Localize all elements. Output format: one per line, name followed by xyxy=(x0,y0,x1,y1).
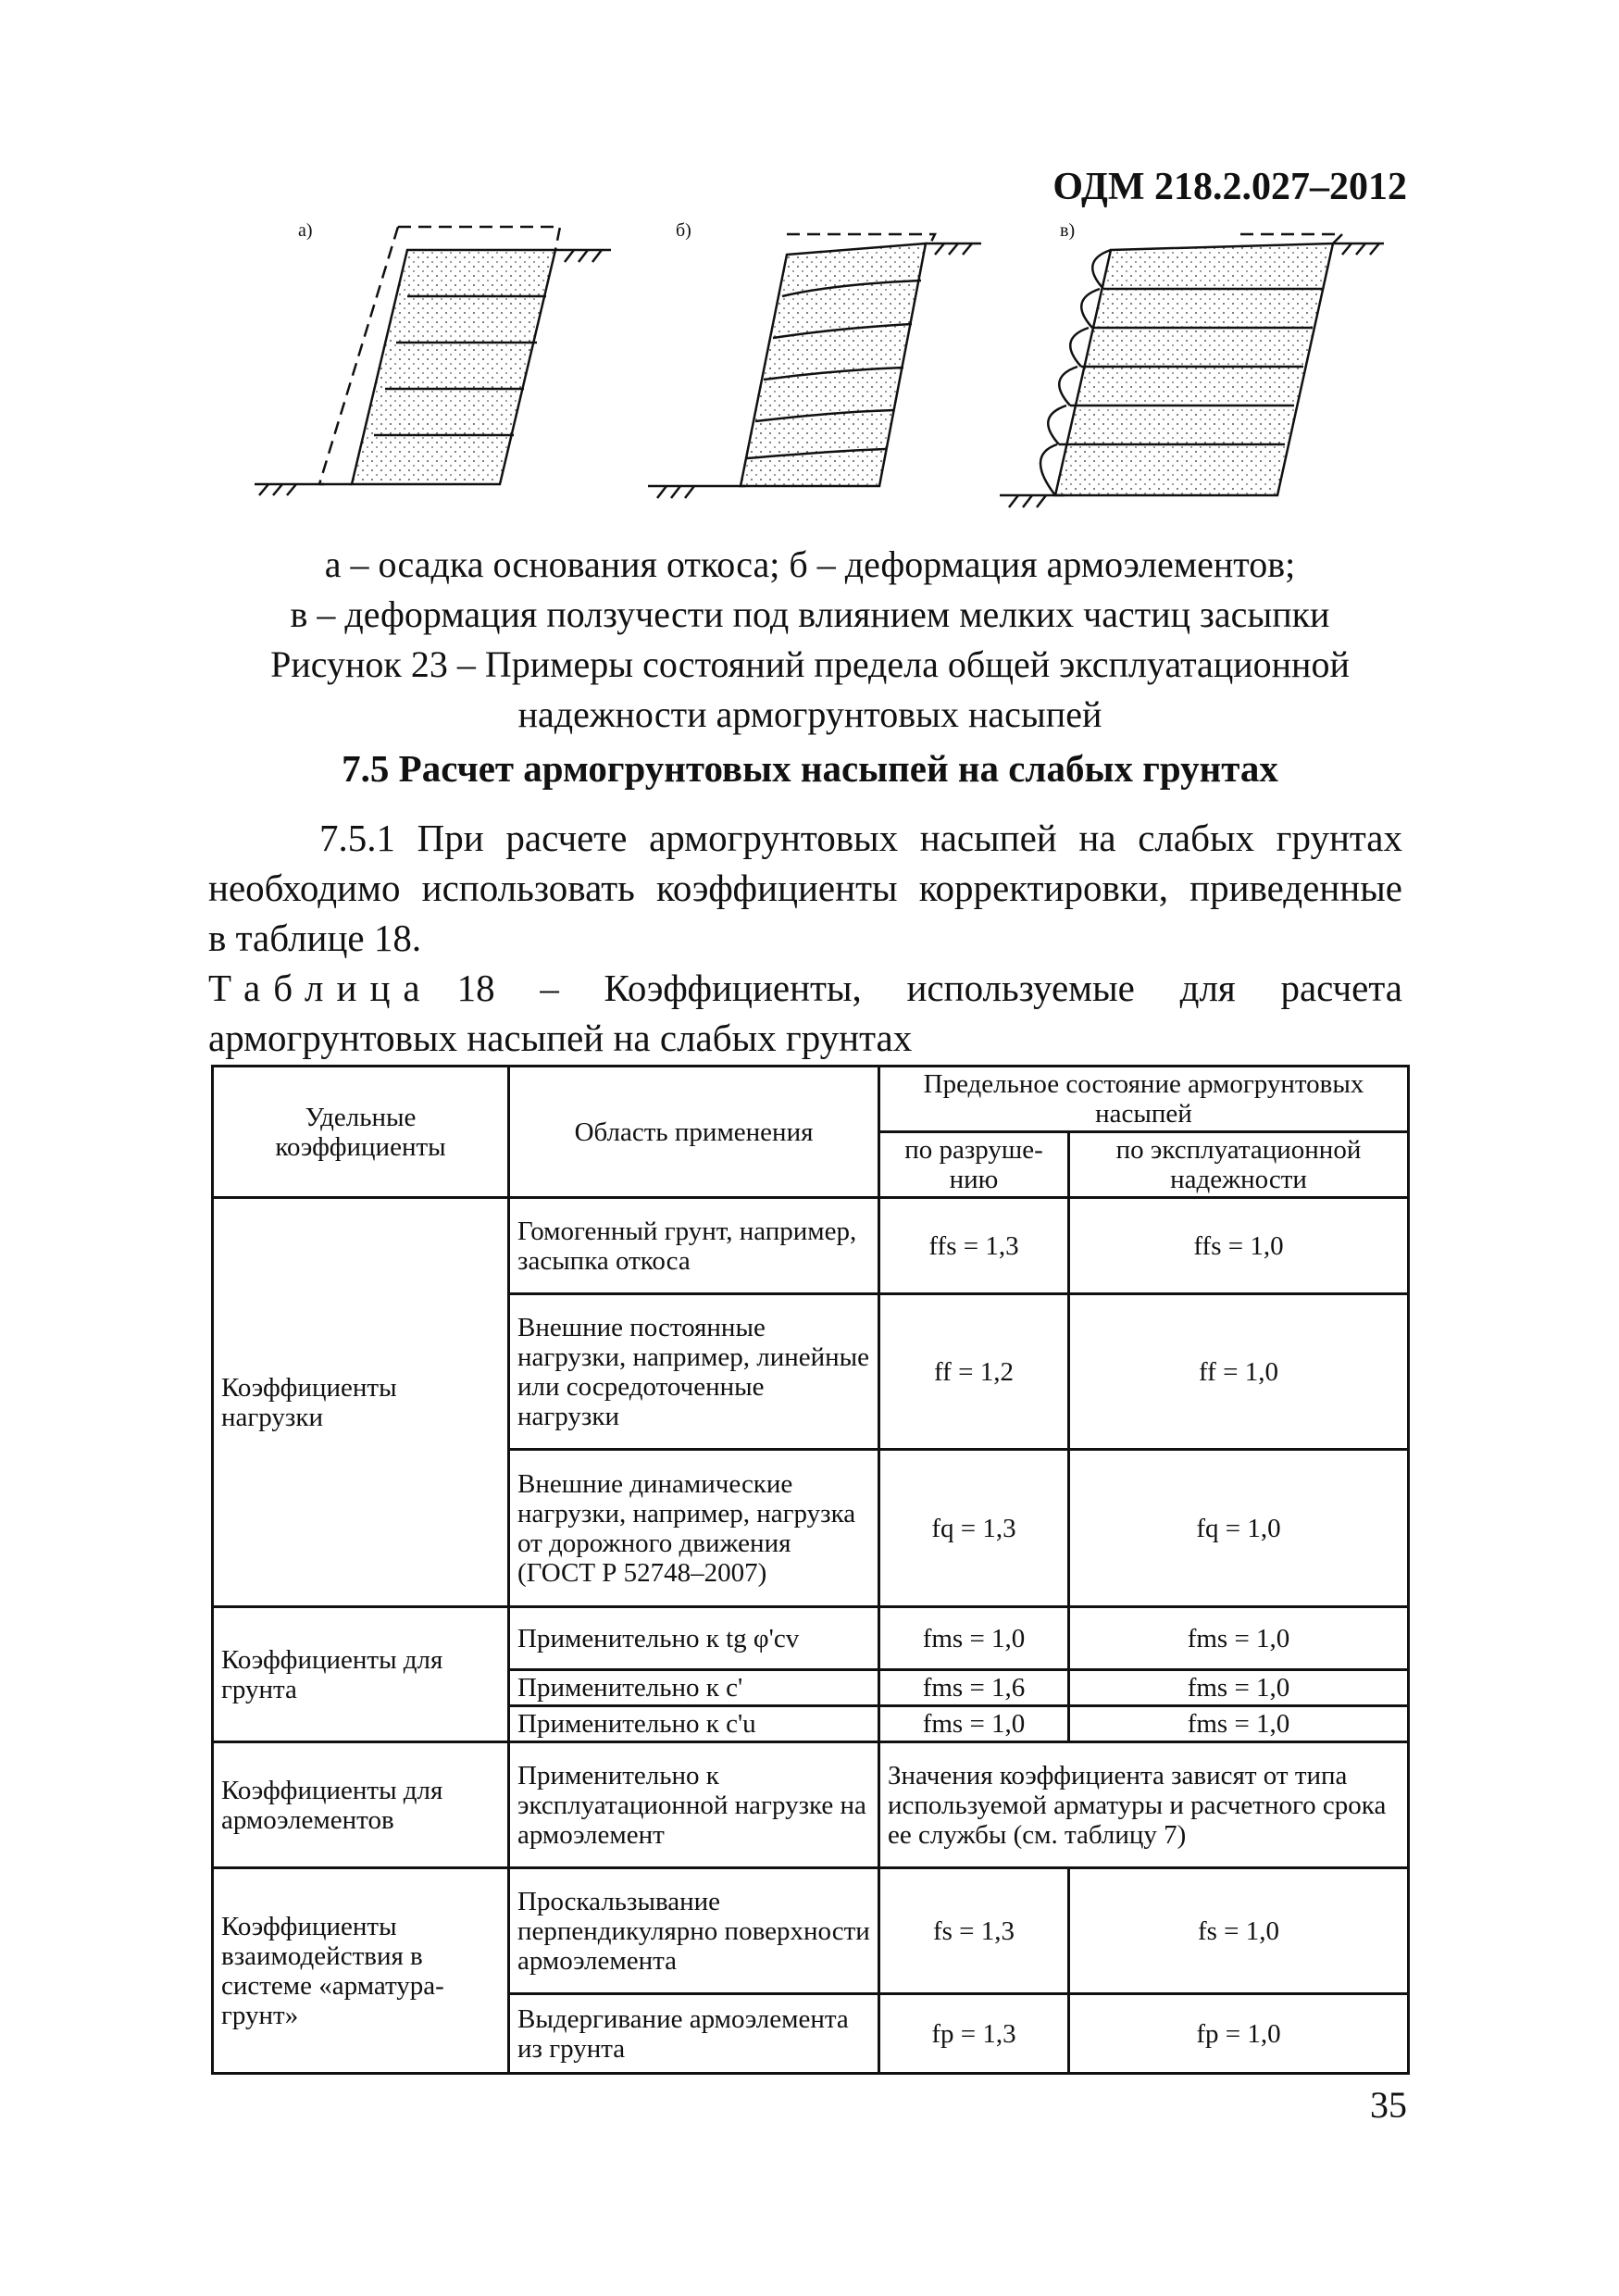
table-caption-text: 18 – Коэффициенты, используемые для расчета xyxy=(456,967,1402,1009)
paragraph-line: 7.5.1 При расчете армогрунтовых насыпей на слабых грунтах xyxy=(319,817,1402,859)
header-ultimate: по разруше-нию xyxy=(879,1132,1069,1198)
serv-cell: fms = 1,0 xyxy=(1069,1706,1409,1742)
table-caption xyxy=(208,963,1402,1063)
paragraph-7-5-1 xyxy=(208,813,1402,963)
ult-cell: ff = 1,2 xyxy=(879,1294,1069,1450)
area-cell: Применительно к c' xyxy=(509,1670,879,1706)
area-cell: Гомогенный грунт, например, засыпка откоса xyxy=(509,1198,879,1294)
group-reinforcement: Коэффициенты для армоэлементов xyxy=(213,1742,509,1868)
serv-cell: ff = 1,0 xyxy=(1069,1294,1409,1450)
table-row xyxy=(213,1868,1409,1994)
table-header-row xyxy=(213,1067,1409,1132)
ult-cell: ffs = 1,3 xyxy=(879,1198,1069,1294)
diagram-b xyxy=(648,220,981,498)
table-caption-line-2: армогрунтовых насыпей на слабых грунтах xyxy=(208,1017,913,1059)
header-application-area: Область применения xyxy=(509,1067,879,1198)
figure-label-c: в) xyxy=(1060,220,1076,241)
merged-value-cell: Значения коэффициента зависят от типа используемой арматуры и расчетного срока ее службы (см. таблицу 7) xyxy=(879,1742,1409,1868)
paragraph-line: необходимо использовать коэффициенты корректировки, приведенные xyxy=(208,867,1402,909)
group-interaction: Коэффициенты взаимодействия в системе «арматура-грунт» xyxy=(213,1868,509,2074)
area-cell: Проскальзывание перпендикулярно поверхности армоэлемента xyxy=(509,1868,879,1994)
header-limit-state: Предельное состояние армогрунтовых насыпей xyxy=(879,1067,1409,1132)
coefficients-table xyxy=(211,1065,1410,2075)
header-serviceability: по эксплуатационной надежности xyxy=(1069,1132,1409,1198)
figure-caption-line-1: а – осадка основания откоса; б – деформация армоэлементов; xyxy=(324,543,1296,585)
ult-cell: fms = 1,0 xyxy=(879,1706,1069,1742)
figure-caption-title-cont: надежности армогрунтовых насыпей xyxy=(517,693,1102,735)
area-cell: Применительно к c'u xyxy=(509,1706,879,1742)
table-caption-label: Таблица xyxy=(208,967,433,1009)
figure-23-diagrams xyxy=(241,208,1398,523)
serv-cell: ffs = 1,0 xyxy=(1069,1198,1409,1294)
header-coefficients: Удельные коэффициенты xyxy=(213,1067,509,1198)
serv-cell: fms = 1,0 xyxy=(1069,1607,1409,1670)
figure-caption-line-2: в – деформация ползучести под влиянием мелких частиц засыпки xyxy=(290,593,1330,635)
serv-cell: fp = 1,0 xyxy=(1069,1994,1409,2074)
serv-cell: fq = 1,0 xyxy=(1069,1450,1409,1607)
serv-cell: fms = 1,0 xyxy=(1069,1670,1409,1706)
group-soil: Коэффициенты для грунта xyxy=(213,1607,509,1742)
area-cell: Внешние постоянные нагрузки, например, линейные или сосредоточенные нагрузки xyxy=(509,1294,879,1450)
area-cell: Применительно к tg φ'cv xyxy=(509,1607,879,1670)
ult-cell: fq = 1,3 xyxy=(879,1450,1069,1607)
area-cell: Применительно к эксплуатационной нагрузке на армоэлемент xyxy=(509,1742,879,1868)
diagram-a xyxy=(255,220,611,495)
ult-cell: fp = 1,3 xyxy=(879,1994,1069,2074)
figure-label-a: а) xyxy=(298,220,313,241)
group-load: Коэффициенты нагрузки xyxy=(213,1198,509,1607)
ult-cell: fms = 1,6 xyxy=(879,1670,1069,1706)
document-code: ОДМ 218.2.027–2012 xyxy=(1052,166,1407,208)
table-row xyxy=(213,1198,1409,1294)
ult-cell: fms = 1,0 xyxy=(879,1607,1069,1670)
diagram-c xyxy=(1000,220,1384,507)
section-heading: 7.5 Расчет армогрунтовых насыпей на слабых грунтах xyxy=(342,747,1278,790)
area-cell: Выдергивание армоэлемента из грунта xyxy=(509,1994,879,2074)
ult-cell: fs = 1,3 xyxy=(879,1868,1069,1994)
serv-cell: fs = 1,0 xyxy=(1069,1868,1409,1994)
table-row xyxy=(213,1607,1409,1670)
table-row xyxy=(213,1742,1409,1868)
figure-caption-title: Рисунок 23 – Примеры состояний предела общей эксплуатационной xyxy=(270,643,1350,685)
page-number: 35 xyxy=(1370,2084,1407,2126)
figure-label-b: б) xyxy=(676,220,691,241)
area-cell: Внешние динамические нагрузки, например, нагрузка от дорожного движения (ГОСТ Р 52748–2007) xyxy=(509,1450,879,1607)
paragraph-line: в таблице 18. xyxy=(208,917,422,959)
